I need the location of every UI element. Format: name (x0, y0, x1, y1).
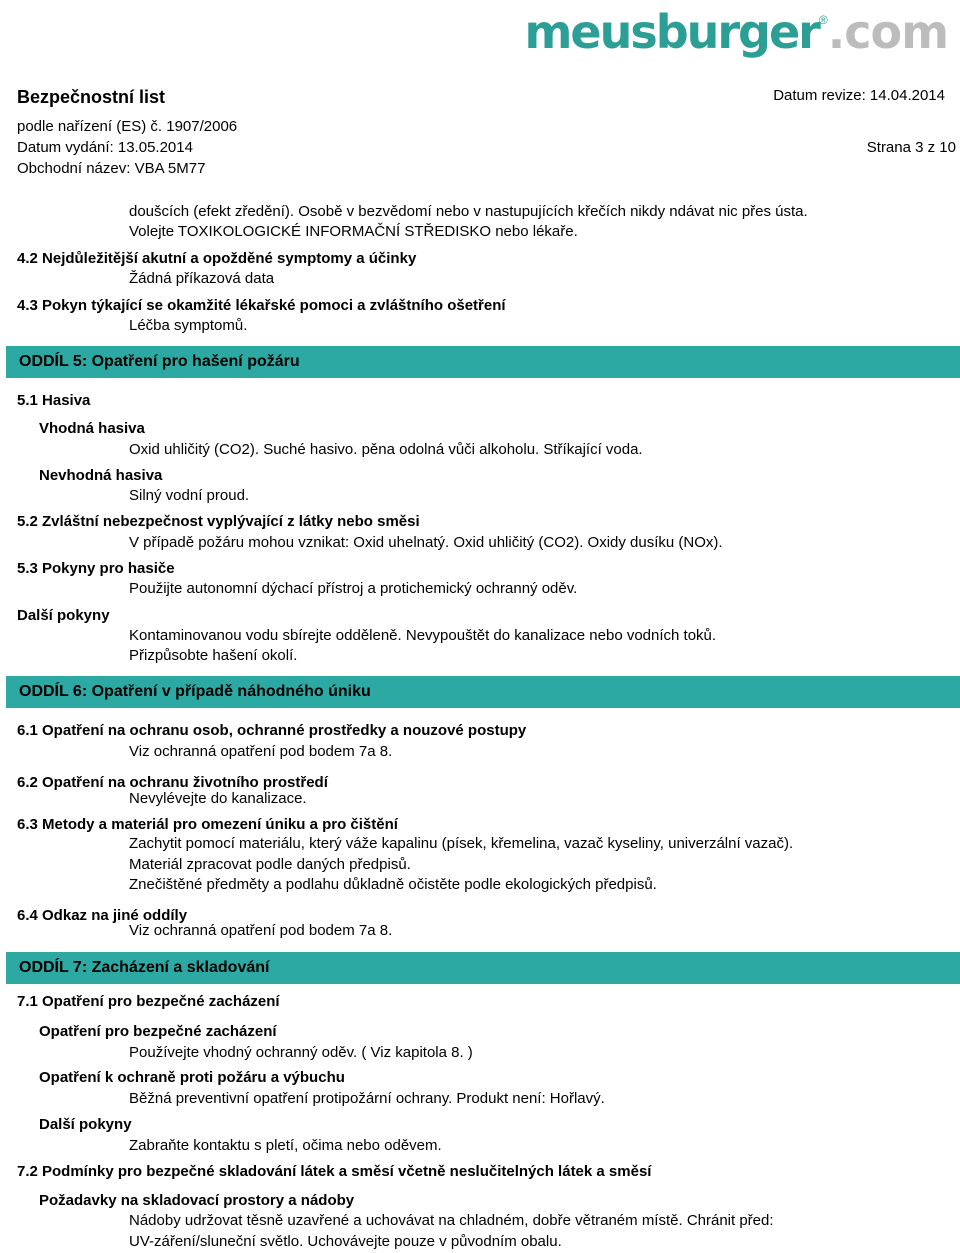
sec4-continuation-2: Volejte TOXIKOLOGICKÉ INFORMAČNÍ STŘEDISKO nebo lékaře. (129, 223, 578, 240)
sec4-3-text: Léčba symptomů. (129, 317, 248, 334)
meusburger-logo (524, 4, 948, 60)
logo-domain: .com (827, 5, 948, 59)
sec6-4-text: Viz ochranná opatření pod bodem 7a 8. (129, 922, 393, 939)
sec6-2-heading: 6.2 Opatření na ochranu životního prostředí (17, 774, 328, 791)
sec5-1-heading: 5.1 Hasiva (17, 392, 91, 409)
sec6-1-heading: 6.1 Opatření na ochranu osob, ochranné prostředky a nouzové postupy (17, 722, 527, 739)
sec4-2-text: Žádná příkazová data (129, 270, 275, 287)
sec6-3-text-1: Zachytit pomocí materiálu, který váže kapalinu (písek, křemelina, vazač kyseliny, univerzální vazač). (129, 835, 794, 852)
sec6-3-heading: 6.3 Metody a materiál pro omezení úniku a pro čištění (17, 816, 398, 833)
suitable-media-text: Oxid uhličitý (CO2). Suché hasivo. pěna odolná vůči alkoholu. Stříkající voda. (129, 441, 643, 458)
storage-requirements-text-1: Nádoby udržovat těsně uzavřené a uchovávat na chladném, dobře větraném místě. Chránit před: (129, 1212, 774, 1229)
sec6-2-text: Nevylévejte do kanalizace. (129, 790, 307, 807)
regulation: podle nařízení (ES) č. 1907/2006 (17, 118, 238, 135)
sec6-3-text-3: Znečištěné předměty a podlahu důkladně očistěte podle ekologických předpisů. (129, 876, 657, 893)
sec7-2-heading: 7.2 Podmínky pro bezpečné skladování látek a směsí včetně neslučitelných látek a směsí (17, 1163, 652, 1180)
suitable-media-heading: Vhodná hasiva (39, 420, 145, 437)
unsuitable-media-heading: Nevhodná hasiva (39, 467, 163, 484)
logo-word: meusburger (524, 5, 819, 59)
sec5-3-text: Použijte autonomní dýchací přístroj a protichemický ochranný oděv. (129, 580, 578, 597)
revision-date: Datum revize: 14.04.2014 (773, 87, 945, 104)
storage-requirements-text-2: UV-záření/sluneční světlo. Uchovávejte pouze v původním obalu. (129, 1233, 562, 1250)
sec6-4-heading: 6.4 Odkaz na jiné oddíly (17, 907, 188, 924)
sec5-other-heading: Další pokyny (17, 607, 110, 624)
sec5-other-text-1: Kontaminovanou vodu sbírejte odděleně. Nevypouštět do kanalizace nebo vodních toků. (129, 627, 717, 644)
unsuitable-media-text: Silný vodní proud. (129, 487, 250, 504)
sec7-1-heading: 7.1 Opatření pro bezpečné zacházení (17, 993, 280, 1010)
page-number: Strana 3 z 10 (866, 139, 956, 156)
sec6-3-text-2: Materiál zpracovat podle daných předpisů. (129, 856, 411, 873)
safe-handling-text: Používejte vhodný ochranný oděv. ( Viz kapitola 8. ) (129, 1044, 473, 1061)
section-7-bar: ODDÍL 7: Zacházení a skladování (6, 952, 960, 984)
sec5-3-heading: 5.3 Pokyny pro hasiče (17, 560, 175, 577)
section-5-bar: ODDÍL 5: Opatření pro hašení požáru (6, 346, 960, 378)
sec6-1-text: Viz ochranná opatření pod bodem 7a 8. (129, 743, 393, 760)
sec5-2-text: V případě požáru mohou vznikat: Oxid uhelnatý. Oxid uhličitý (CO2). Oxidy dusíku (NOx). (129, 534, 723, 551)
sec5-2-heading: 5.2 Zvláštní nebezpečnost vyplývající z látky nebo směsi (17, 513, 420, 530)
document-title: Bezpečnostní list (17, 87, 166, 107)
logo-registered-mark: ® (818, 13, 828, 27)
sec5-other-text-2: Přizpůsobte hašení okolí. (129, 647, 298, 664)
safe-handling-heading: Opatření pro bezpečné zacházení (39, 1023, 277, 1040)
storage-requirements-heading: Požadavky na skladovací prostory a nádoby (39, 1192, 355, 1209)
issue-date: Datum vydání: 13.05.2014 (17, 139, 193, 156)
sec4-3-heading: 4.3 Pokyn týkající se okamžité lékařské pomoci a zvláštního ošetření (17, 297, 506, 314)
sec4-continuation-1: doušcích (efekt zředění). Osobě v bezvědomí nebo v nastupujících křečích nikdy ndávat nic přes ústa. (129, 203, 808, 220)
section-6-bar: ODDÍL 6: Opatření v případě náhodného úniku (6, 676, 960, 708)
trade-name: Obchodní název: VBA 5M77 (17, 160, 206, 177)
sec7-other-text: Zabraňte kontaktu s pletí, očima nebo oděvem. (129, 1137, 442, 1154)
fire-protection-text: Běžná preventivní opatření protipožární ochrany. Produkt není: Hořlavý. (129, 1090, 605, 1107)
sec4-2-heading: 4.2 Nejdůležitější akutní a opožděné symptomy a účinky (17, 250, 417, 267)
fire-protection-heading: Opatření k ochraně proti požáru a výbuchu (39, 1069, 345, 1086)
sec7-other-heading: Další pokyny (39, 1116, 132, 1133)
